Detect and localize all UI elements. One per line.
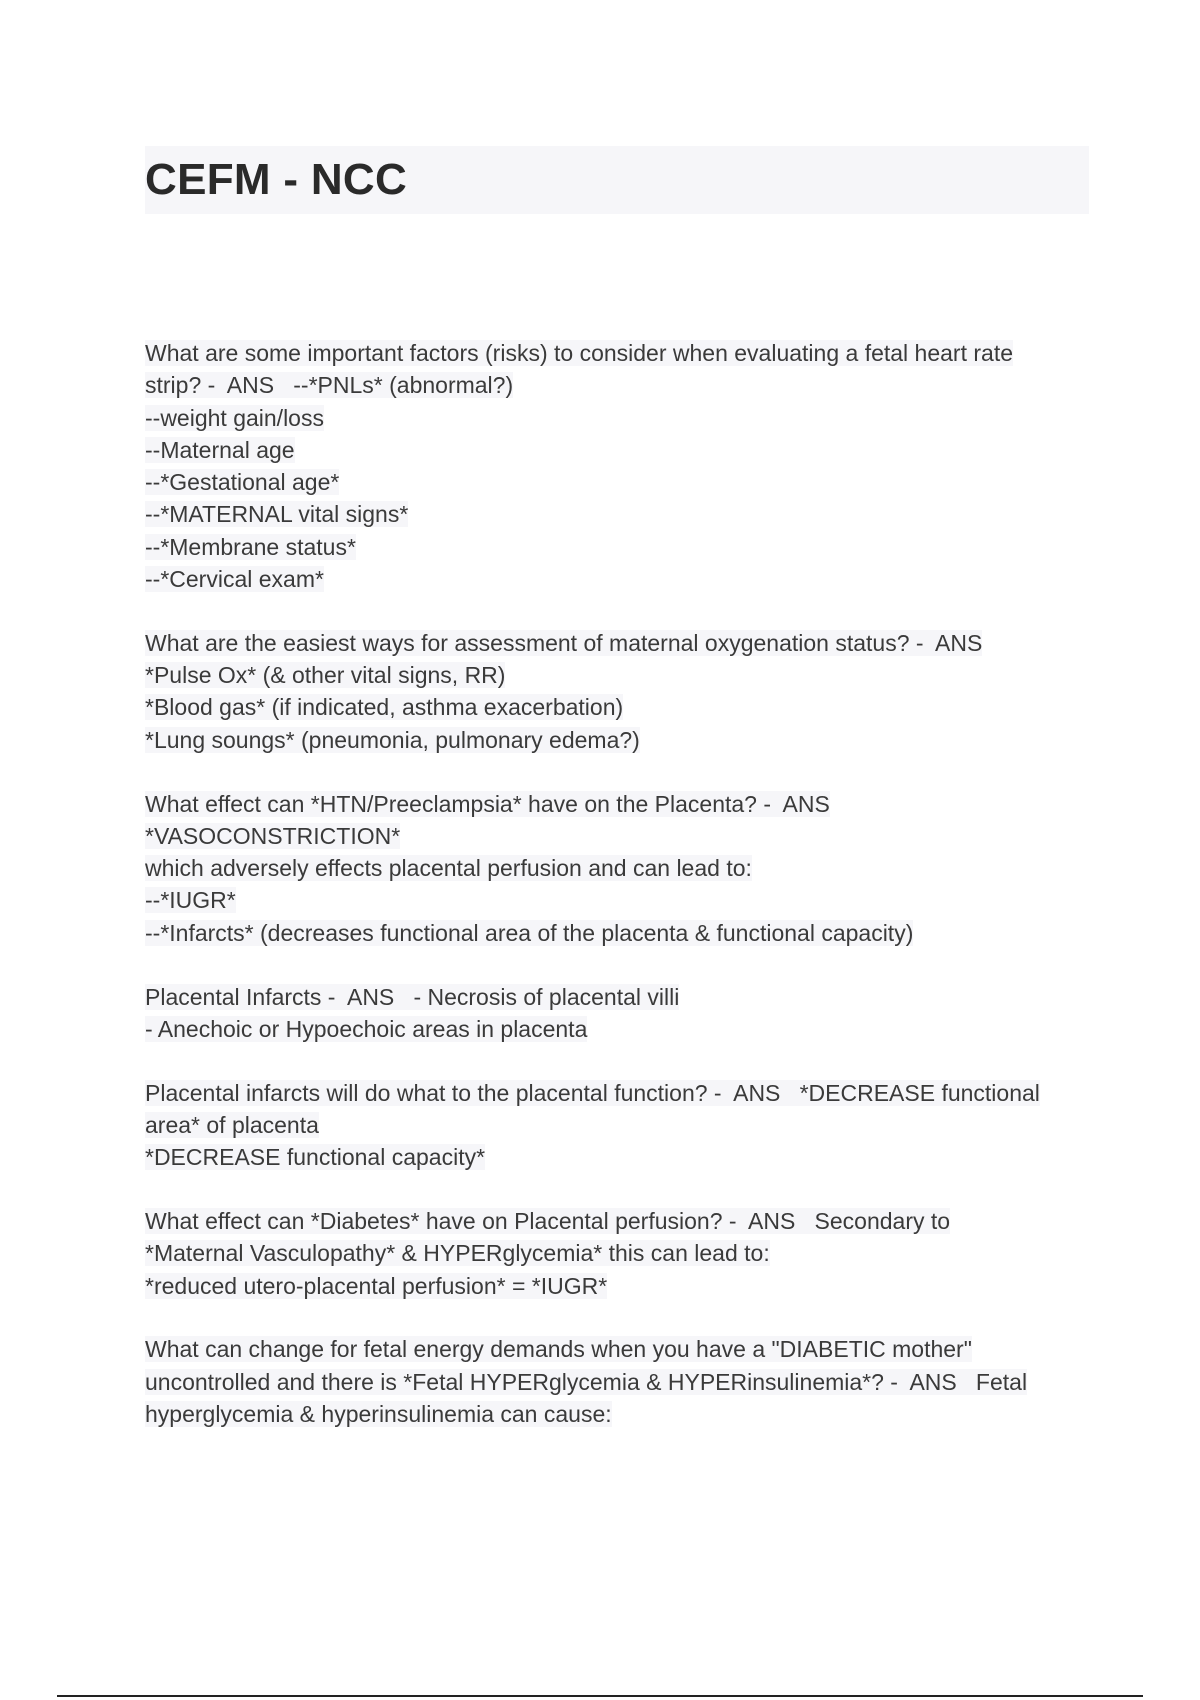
text-line: What are some important factors (risks) to consider when evaluating a fetal heart rate xyxy=(145,340,1014,366)
text-line: - Anechoic or Hypoechoic areas in placenta xyxy=(145,1015,588,1042)
text-line: *DECREASE functional capacity* xyxy=(145,1144,486,1171)
text-line: which adversely effects placental perfusion and can lead to: xyxy=(145,855,752,882)
text-line: Placental infarcts will do what to the placental function? - ANS *DECREASE functional xyxy=(145,1079,1040,1106)
text-line: strip? - ANS --*PNLs* (abnormal?) xyxy=(145,372,514,399)
qa-block-fetal-heart-rate-risks xyxy=(145,337,1090,595)
text-line: --*MATERNAL vital signs* xyxy=(145,501,409,528)
text-line: --*Cervical exam* xyxy=(145,566,324,593)
text-line: --*Membrane status* xyxy=(145,533,356,560)
qa-block-diabetes-perfusion xyxy=(145,1205,1090,1302)
text-line: area* of placenta xyxy=(145,1111,319,1138)
text-line: hyperglycemia & hyperinsulinemia can cause: xyxy=(145,1401,612,1428)
text-line: *Pulse Ox* (& other vital signs, RR) xyxy=(145,662,506,689)
text-line: *Lung soungs* (pneumonia, pulmonary edema?) xyxy=(145,726,640,753)
text-line: What are the easiest ways for assessment of maternal oxygenation status? - ANS xyxy=(145,629,983,656)
qa-block-placental-infarcts xyxy=(145,981,1090,1046)
text-line: --*Gestational age* xyxy=(145,469,340,496)
text-line: *Maternal Vasculopathy* & HYPERglycemia* this can lead to: xyxy=(145,1240,770,1267)
text-line: *VASOCONSTRICTION* xyxy=(145,822,401,849)
text-line: What effect can *Diabetes* have on Placental perfusion? - ANS Secondary to xyxy=(145,1208,951,1235)
text-line: --Maternal age xyxy=(145,436,295,463)
text-line: Placental Infarcts - ANS - Necrosis of placental villi xyxy=(145,983,680,1010)
footer-divider xyxy=(57,1695,1143,1697)
qa-block-htn-preeclampsia xyxy=(145,788,1090,949)
text-line: What can change for fetal energy demands when you have a "DIABETIC mother" xyxy=(145,1336,972,1363)
text-line: --*Infarcts* (decreases functional area of the placenta & functional capacity) xyxy=(145,919,914,946)
text-line: uncontrolled and there is *Fetal HYPERglycemia & HYPERinsulinemia*? - ANS Fetal xyxy=(145,1368,1028,1395)
title-bar xyxy=(145,146,1089,214)
text-line: --*IUGR* xyxy=(145,887,236,914)
qa-block-infarct-function xyxy=(145,1077,1090,1174)
text-line: *reduced utero-placental perfusion* = *IUGR* xyxy=(145,1272,608,1299)
text-line: --weight gain/loss xyxy=(145,404,324,431)
text-line: *Blood gas* (if indicated, asthma exacerbation) xyxy=(145,694,624,721)
document-content xyxy=(145,337,1090,1462)
text-line: What effect can *HTN/Preeclampsia* have on the Placenta? - ANS xyxy=(145,790,830,817)
qa-block-fetal-energy-demands xyxy=(145,1333,1090,1430)
document-title: CEFM - NCC xyxy=(145,155,408,204)
qa-block-maternal-oxygenation xyxy=(145,627,1090,756)
